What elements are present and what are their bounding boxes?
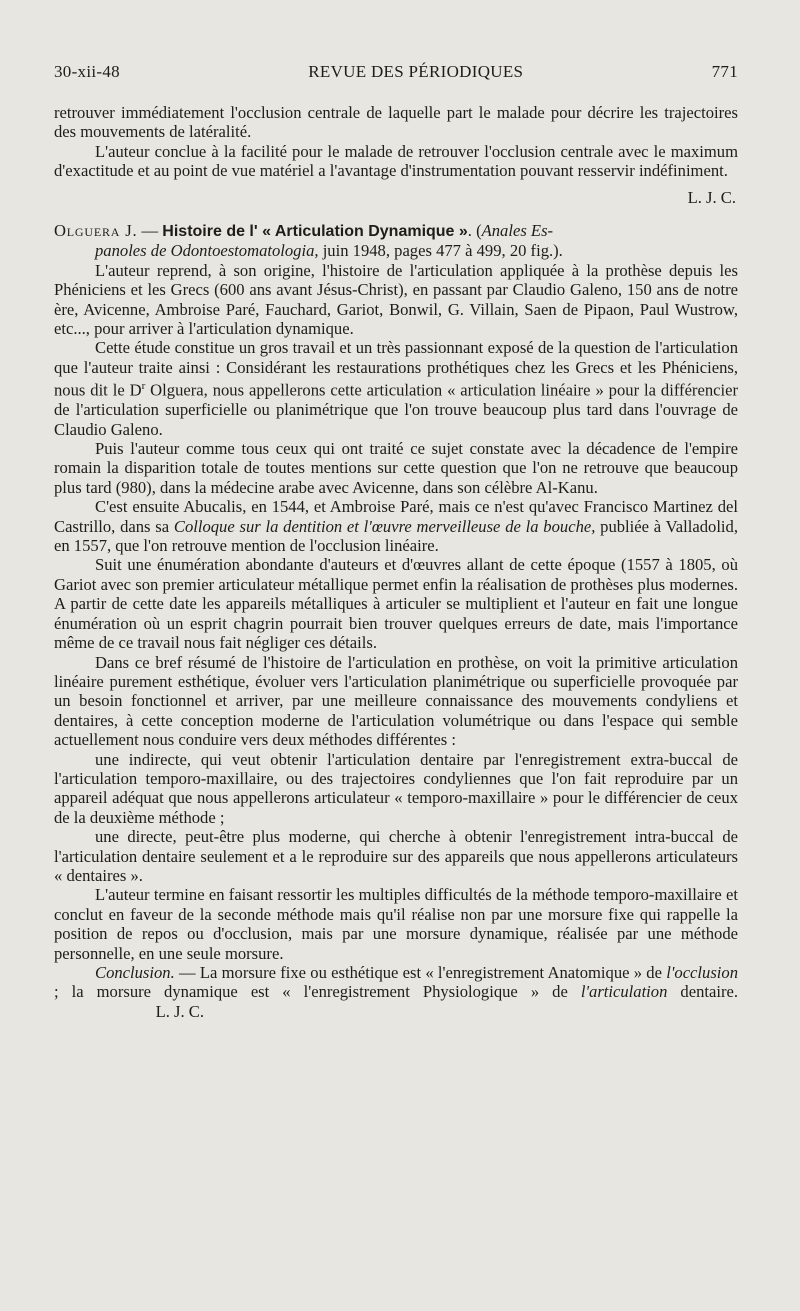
- article-body: [54, 103, 738, 1021]
- paragraph-conclusion-previous: L'auteur conclue à la facilité pour le malade de retrouver l'occlusion centrale avec le maximum d'exactitude et au point de vue matériel a l'avantage d'instrumentation pouvant resservir indéfiniment.: [54, 141, 738, 181]
- paragraph: L'auteur reprend, à son origine, l'histoire de l'articulation appliquée à la prothèse depuis les Phéniciens et les Grecs (600 ans avant Jésus-Christ), en passant par Claudio Galeno, 150 ans de notre ère, Avicenne, Ambroise Paré, Fauchard, Gariot, Bonwil, G. Villain, Saen de Pipaon, Paul Wustrow, etc..., pour arriver à l'articulation dynamique.: [54, 260, 738, 339]
- entry-journal-cont: panoles de Odontoestomatologia,: [95, 241, 319, 261]
- running-header: [54, 62, 738, 82]
- bibliographic-entry: Olguera J. — Histoire de l' « Articulation Dynamique ». (Anales Es- panoles de Odontoestomatologia, juin 1948, pages 477 à 499, 20 fig.).: [54, 221, 563, 261]
- review-signature: L. J. C.: [687, 187, 736, 207]
- work-title: Colloque sur la dentition et l'œuvre merveilleuse de la bouche,: [173, 516, 596, 536]
- header-journal: REVUE DES PÉRIODIQUES: [308, 62, 524, 81]
- paragraph-continuation: retrouver immédiatement l'occlusion centrale de laquelle part le malade pour décrire les trajectoires des mouvements de latéralité.: [54, 103, 738, 142]
- header-date: 30-xii-48: [54, 62, 120, 81]
- paragraph: Dans ce bref résumé de l'histoire de l'articulation en prothèse, on voit la primitive articulation linéaire purement esthétique, évoluer vers l'articulation planimétrique ou superficielle provoquée par un besoin fonctionnel et arriver, par une meilleure connaissance des mouvements condyliens et dentaires, à cette conception moderne de l'articulation volumétrique ou dans l'espace qui semble actuellement nous conduire vers deux méthodes différentes :: [54, 652, 738, 750]
- paragraph: Puis l'auteur comme tous ceux qui ont traité ce sujet constate avec la décadence de l'empire romain la disparition totale de toutes mentions sur cette question que l'on ne retrouve que beaucoup plus tard (980), dans la médecine arabe avec Avicenne, dans son célèbre Al-Kanu.: [54, 439, 738, 497]
- paragraph-method-direct: une directe, peut-être plus moderne, qui cherche à obtenir l'enregistrement intra-buccal de l'articulation dentaire seulement et a le reproduire sur des appareils que nous appellerons articulateurs « dentaires ».: [54, 827, 738, 885]
- entry-title: Histoire de l' « Articulation Dynamique »: [162, 223, 468, 241]
- paragraph: C'est ensuite Abucalis, en 1544, et Ambroise Paré, mais ce n'est qu'avec Francisco Martinez del Castrillo, dans sa Colloque sur la dentition et l'œuvre merveilleuse de la bouche, publiée à Valladolid, en 1557, que l'on retrouve mention de l'occlusion linéaire.: [54, 497, 738, 556]
- paragraph-conclusion: Conclusion. — La morsure fixe ou esthétique est « l'enregistrement Anatomique » de l'occlusion ; la morsure dynamique est « l'enregistrement Physiologique » de l'articulation dentaire.L. J. C.: [54, 963, 739, 1021]
- conclusion-label: Conclusion.: [95, 963, 175, 982]
- entry-journal: Anales Es-: [481, 221, 554, 241]
- review-signature-end: L. J. C.: [155, 1001, 204, 1021]
- entry-details: juin 1948, pages 477 à 499, 20 fig.).: [318, 241, 563, 261]
- paragraph-method-indirect: une indirecte, qui veut obtenir l'articulation dentaire par l'enregistrement extra-buccal de l'articulation temporo-maxillaire, ou des trajectoires condyliennes que l'on fait reproduire par un appareil adéquat que nous appellerons articulateur « temporo-maxillaire » pour le différencier de ceux de la deuxième méthode ;: [54, 749, 738, 827]
- paragraph: Cette étude constitue un gros travail et un très passionnant exposé de la question de l'articulation que l'auteur traite ainsi : Considérant les restaurations prothétiques chez les Grecs et les Phéniciens, nous dit le $D^r$ Olguera, nous appellerons cette articulation « articulation linéaire » pour la différencier de l'articulation superficielle ou planimétrique que l'on trouve beaucoup plus tard dans l'ouvrage de Claudio Galeno.: [54, 338, 738, 439]
- paragraph: Suit une énumération abondante d'auteurs et d'œuvres allant de cette époque (1557 à 1805, où Gariot avec son premier articulateur métallique permet enfin la réalisation de prothèses plus modernes. A partir de cette date les appareils métalliques à articuler se multiplient et l'auteur en fait une longue énumération où un esprit chagrin pourrait bien trouver quelques erreurs de date, mais l'importance même de ce travail nous fait négliger ces détails.: [54, 555, 738, 653]
- entry-author: Olguera J.: [54, 221, 138, 241]
- paragraph: L'auteur termine en faisant ressortir les multiples difficultés de la méthode temporo-maxillaire et conclut en faveur de la seconde méthode mais qu'il réalise non par une morsure fixe qui rappelle la position de repos ou d'occlusion, mais par une morsure dynamique, réalisée par une méthode personnelle, en une seule morsure.: [54, 885, 738, 963]
- header-page-number: 771: [711, 62, 738, 81]
